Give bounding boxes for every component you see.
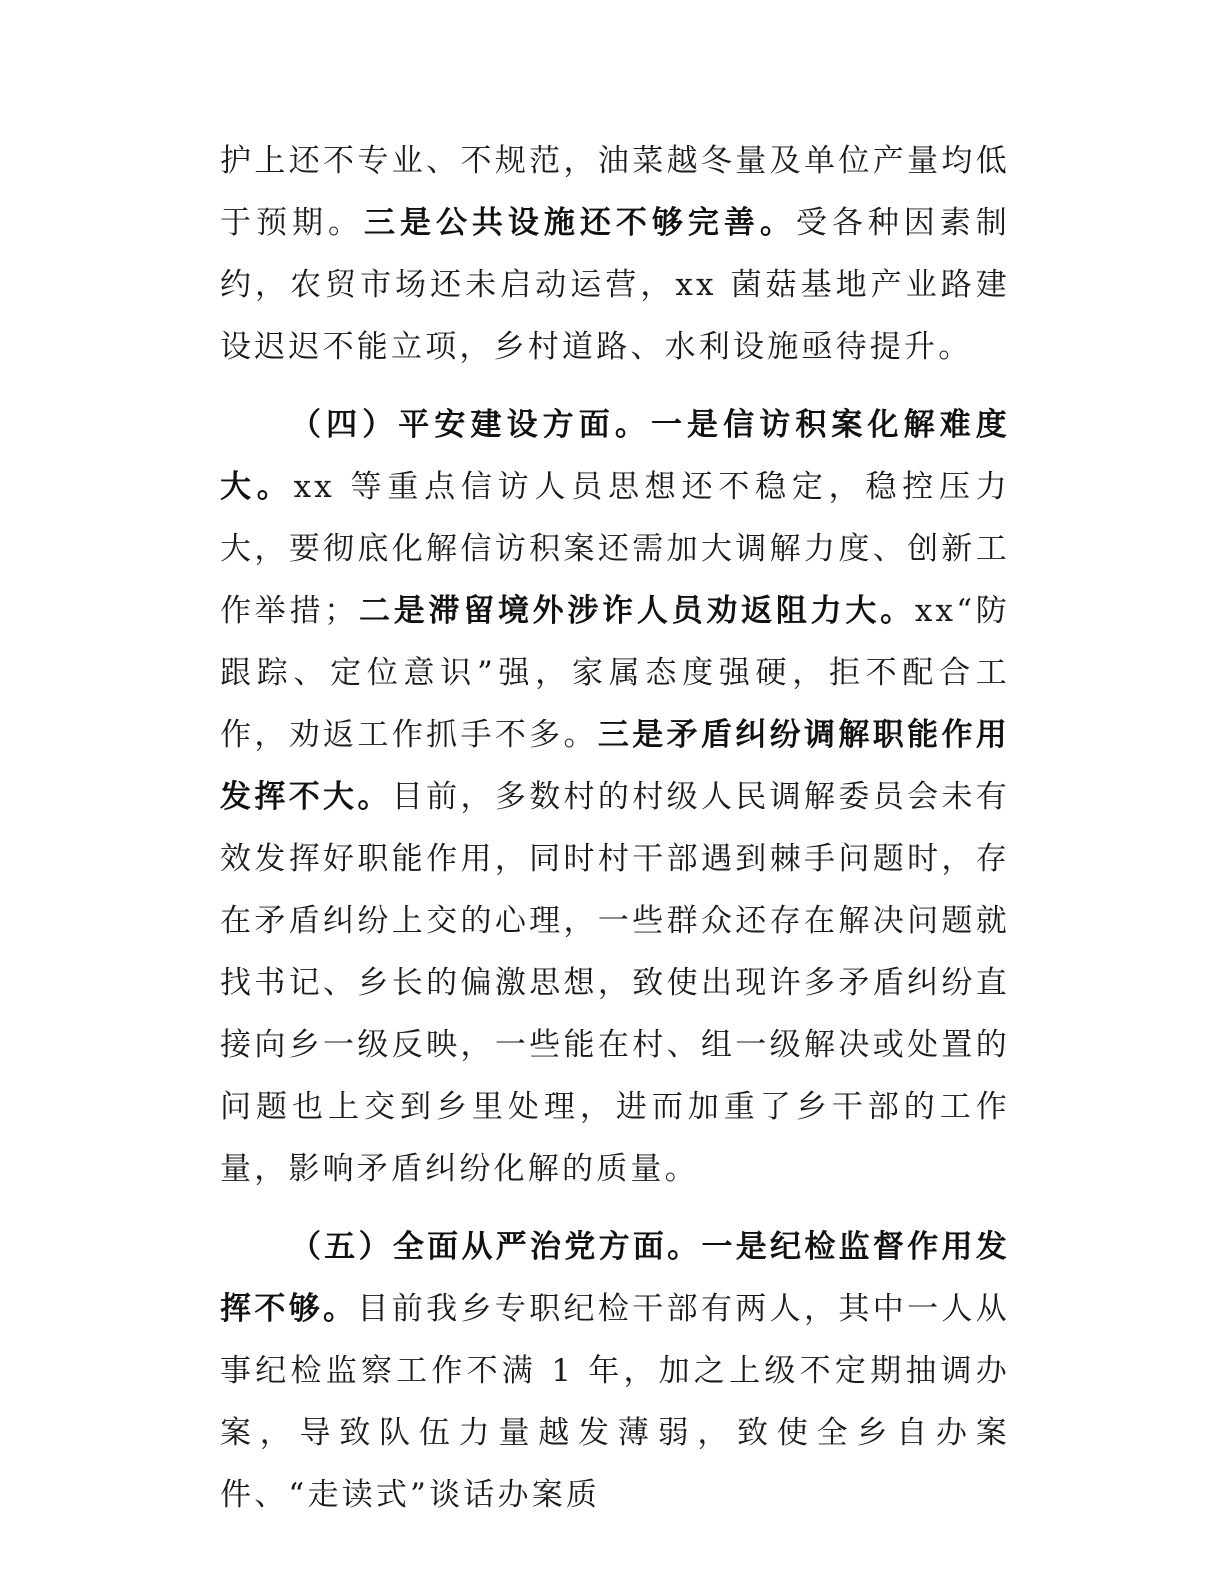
text-run: 目前，多数村的村级人民调解委员会未有效发挥好职能作用，同时村干部遇到棘手问题时，存在矛盾纠纷上交的心理，一些群众还存在解决问题就找书记、乡长的偏激思想，致使出现许多矛盾纠纷直接向乡一级反映，一些能在村、组一级解决或处置的问题也上交到乡里处理，进而加重了乡干部的工作量，影响矛盾纠纷化解的质量。 xyxy=(220,779,1010,1187)
text-run: xx“防跟踪、定位意识”强，家属态度强硬，拒不配合工作，劝返工作抓手不多。 xyxy=(220,593,1010,753)
bold-heading-run: 三是公共设施还不够完善。 xyxy=(363,205,796,241)
document-page xyxy=(220,130,1010,1542)
section-heading-run: （四）平安建设方面。一是信访积案化解难度大。 xyxy=(220,407,1010,505)
bold-heading-run: 二是滞留境外涉诈人员劝返阻力大。 xyxy=(358,593,915,629)
text-run: 护上还不专业、不规范，油菜越冬量及单位产量均低于预期。 xyxy=(220,143,1010,241)
text-run: xx 等重点信访人员思想还不稳定，稳控压力大，要彻底化解信访积案还需加大调解力度、创新工作举措； xyxy=(220,469,1010,629)
section-heading-run: （五）全面从严治党方面。一是纪检监督作用发挥不够。 xyxy=(220,1229,1010,1327)
paragraph-public-facilities xyxy=(220,130,1010,378)
bold-heading-run: 三是矛盾纠纷调解职能作用发挥不大。 xyxy=(220,717,1011,815)
text-run: 受各种因素制约，农贸市场还未启动运营，xx 菌菇基地产业路建设迟迟不能立项，乡村道路、水利设施亟待提升。 xyxy=(220,205,1010,365)
paragraph-safety-construction xyxy=(220,394,1010,1200)
paragraph-party-governance xyxy=(220,1216,1010,1526)
text-run: 目前我乡专职纪检干部有两人，其中一人从事纪检监察工作不满 1 年，加之上级不定期抽调办案，导致队伍力量越发薄弱，致使全乡自办案件、“走读式”谈话办案质 xyxy=(220,1291,1010,1513)
